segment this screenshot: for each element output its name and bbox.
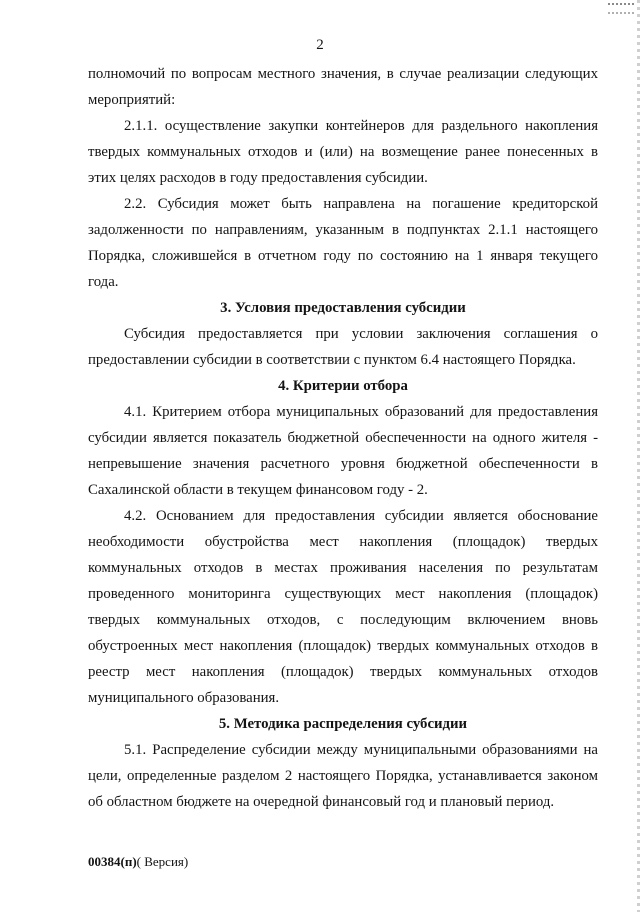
paragraph-4-1: 4.1. Критерием отбора муниципальных образований для предоставления субсидии является показатель бюджетной обеспеченности на одного жителя - непревышение значения расчетного уровня бюджетной обеспеченности в Сахалинской области в текущем финансовом году - 2. (88, 404, 598, 498)
document-code (88, 854, 188, 870)
paragraph-2-1-1: 2.1.1. осуществление закупки контейнеров для раздельного накопления твердых коммунальных отходов и (или) на возмещение ранее понесенных в этих целях расходов в году предоставления субсидии. (88, 118, 598, 186)
section-heading-5: 5. Методика распределения субсидии (218, 716, 468, 732)
document-code-number: 00384(п) (88, 854, 137, 869)
section-heading-4: 4. Критерии отбора (278, 378, 408, 394)
paragraph-5-1: 5.1. Распределение субсидии между муниципальными образованиями на цели, определенные разделом 2 настоящего Порядка, устанавливается законом об областном бюджете на очередной финансовый год и плановый период. (88, 742, 598, 810)
scan-artifact (608, 3, 634, 14)
paragraph-continuation: полномочий по вопросам местного значения, в случае реализации следующих мероприятий: (88, 66, 598, 108)
paragraph-2-2: 2.2. Субсидия может быть направлена на погашение кредиторской задолженности по направлениям, указанным в подпунктах 2.1.1 настоящего Порядка, сложившейся в отчетном году по состоянию на 1 января текущего года. (88, 196, 598, 290)
document-version: ( Версия) (136, 854, 189, 869)
paragraph-3: Субсидия предоставляется при условии заключения соглашения о предоставлении субсидии в соответствии с пунктом 6.4 настоящего Порядка. (88, 326, 598, 368)
section-heading-3: 3. Условия предоставления субсидии (220, 300, 466, 316)
paragraph-4-2: 4.2. Основанием для предоставления субсидии является обоснование необходимости обустройства мест накопления (площадок) твердых коммунальных отходов в местах проживания населения по результатам проведенного мониторинга существующих мест накопления (площадок) твердых коммунальных отходов, с последующим включением вновь обустроенных мест накопления (площадок) твердых коммунальных отходов в реестр мест накопления (площадок) твердых коммунальных отходов муниципального образования. (88, 508, 598, 706)
document-body (88, 61, 598, 815)
page-number: 2 (316, 37, 324, 53)
